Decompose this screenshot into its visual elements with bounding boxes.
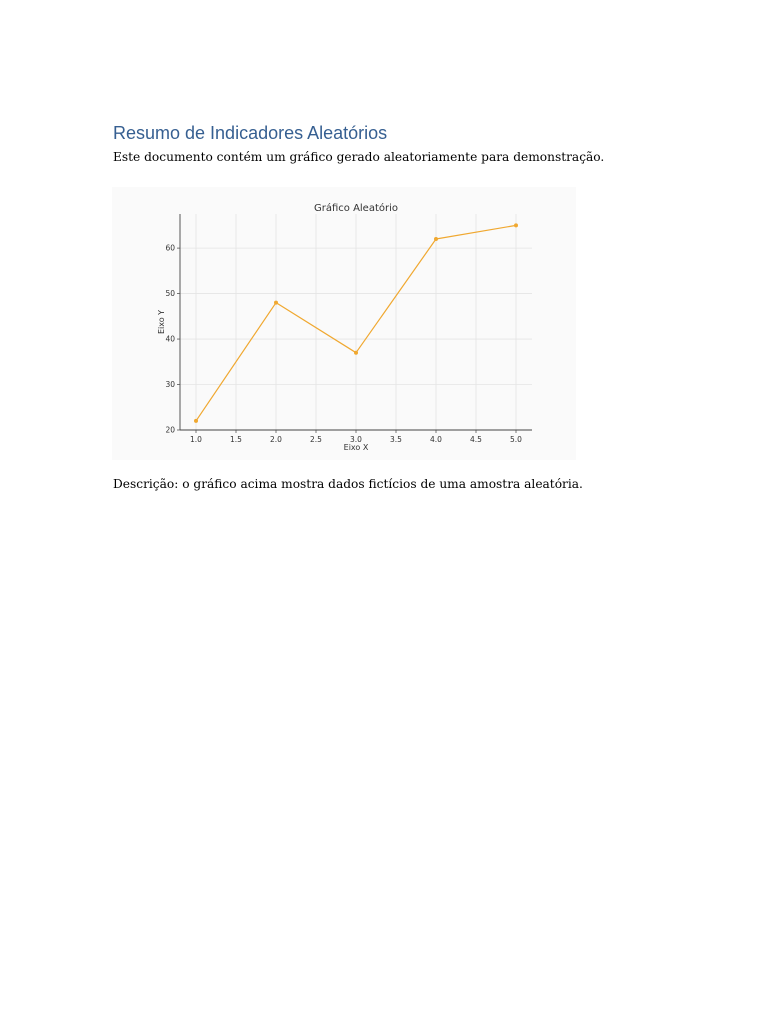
- y-tick-label: 40: [165, 334, 175, 344]
- chart-title: Gráfico Aleatório: [313, 203, 399, 214]
- x-tick-label: 1.0: [190, 435, 202, 444]
- x-tick-label: 5.0: [510, 435, 522, 444]
- page-title: Resumo de Indicadores Aleatórios: [113, 123, 388, 143]
- x-tick-label: 3.0: [350, 435, 362, 444]
- intro-paragraph: Este documento contém um gráfico gerado aleatoriamente para demonstração.: [113, 150, 605, 164]
- line-chart: [112, 187, 576, 460]
- data-point: [194, 419, 198, 423]
- data-point: [354, 351, 358, 355]
- x-tick-label: 1.5: [230, 435, 242, 444]
- x-tick-label: 4.5: [470, 435, 482, 444]
- x-tick-label: 3.5: [390, 435, 402, 444]
- data-point: [434, 237, 438, 241]
- y-axis-label: Eixo Y: [157, 309, 166, 335]
- x-tick-label: 2.0: [270, 435, 282, 444]
- y-tick-label: 20: [165, 425, 175, 435]
- data-point: [274, 301, 278, 305]
- x-tick-label: 4.0: [430, 435, 442, 444]
- y-tick-label: 30: [165, 380, 175, 390]
- chart-svg: [112, 187, 576, 460]
- y-tick-label: 60: [165, 243, 175, 253]
- chart-grid: [180, 214, 532, 430]
- x-axis-label: Eixo X: [343, 443, 369, 452]
- data-point: [514, 223, 518, 227]
- chart-description: Descrição: o gráfico acima mostra dados fictícios de uma amostra aleatória.: [113, 477, 583, 491]
- x-tick-label: 2.5: [310, 435, 322, 444]
- chart-ticks: [165, 244, 522, 444]
- y-tick-label: 50: [165, 289, 175, 299]
